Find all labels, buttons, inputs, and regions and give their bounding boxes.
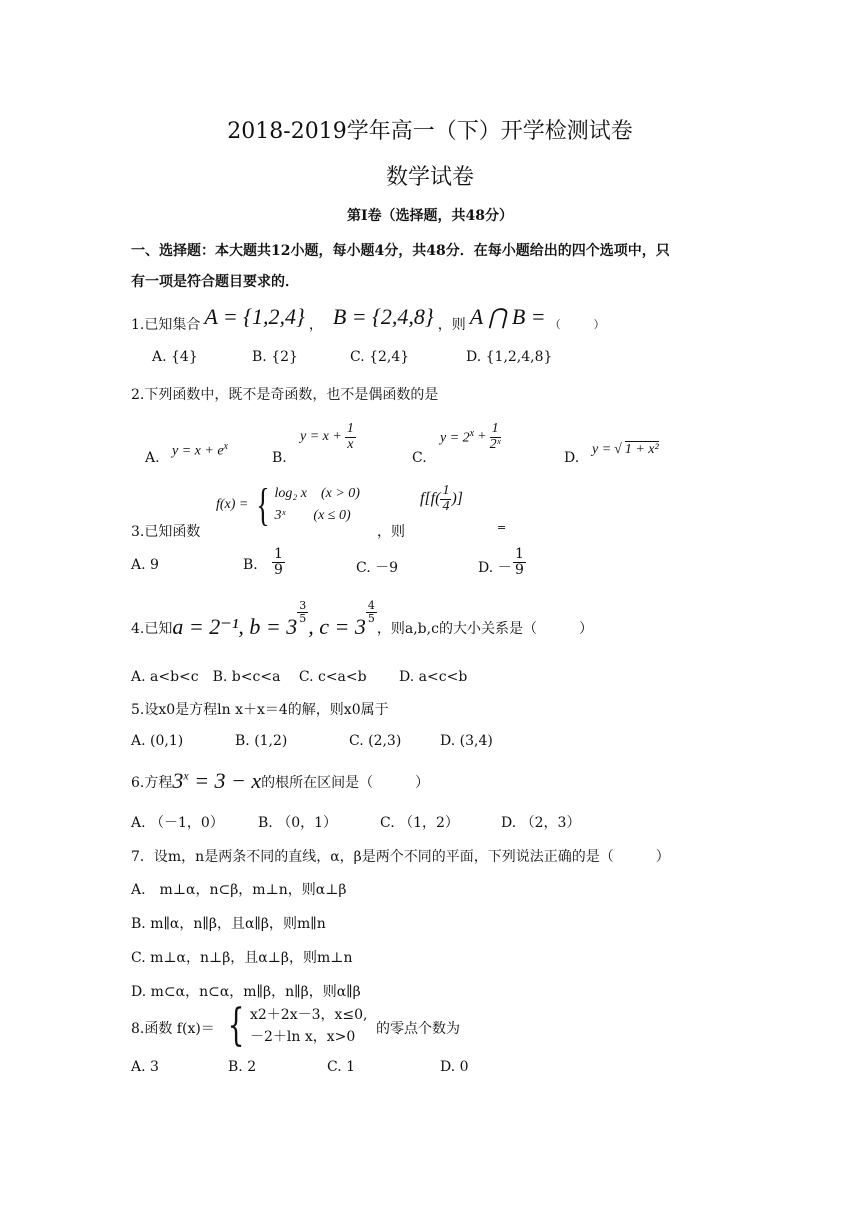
part-heading: 第Ⅰ卷（选择题，共48分） [346, 208, 514, 224]
q3-composite-expression: f[f( $\frac{1}{4}$ )] [420, 483, 464, 514]
q5-option-c: C. (2,3) [349, 733, 402, 749]
question-8-stem: 8.函数 f(x)＝ [131, 1021, 215, 1037]
q1-option-b: B. {2} [252, 349, 298, 365]
q3-equals: = [497, 521, 507, 534]
q6-option-d: D. （2，3） [501, 815, 581, 831]
q8-option-b: B. 2 [228, 1059, 257, 1075]
q3-option-b-frac: $\frac{1}{9}$ [274, 546, 283, 578]
q2-option-c-math: $y = 2^x$ + $\frac{1}{\text{2ˣ}}$ [440, 421, 501, 452]
question-2-stem: 2.下列函数中，既不是奇函数，也不是偶函数的是 [131, 387, 439, 403]
q3-piecewise: f(x) = { log₂ x (x > 0) 3ˣ (x ≤ 0) [216, 479, 360, 530]
question-1-stem [131, 300, 605, 334]
q6-option-a: A. （－1，0） [131, 815, 224, 831]
q2-label-d: D. [564, 450, 580, 466]
q1-answer-paren: （ ） [549, 318, 605, 331]
instruction-line-1: 一、选择题：本大题共12小题，每小题4分，共48分．在每小题给出的四个选项中，只 [131, 243, 670, 259]
q1-intersection: A ⋂ B = [469, 304, 546, 329]
instruction-line-2: 有一项是符合题目要求的． [131, 274, 299, 290]
q5-option-a: A. (0,1) [131, 733, 184, 749]
q2-label-a: A. [145, 450, 160, 466]
q3-option-d-frac: $\frac{1}{9}$ [515, 546, 524, 578]
q1-prefix: 1.已知集合 [131, 317, 201, 333]
q2-label-b: B. [272, 450, 287, 466]
q8-option-a: A. 3 [131, 1059, 159, 1075]
q7-option-c: C. m⊥α，n⊥β，且α⊥β，则m⊥n [131, 950, 353, 966]
q3-option-b-label: B. [243, 557, 258, 573]
q1-option-a: A. {4} [152, 349, 198, 365]
q1-mid: ，则 [437, 317, 466, 333]
q2-option-b-math: y = x + $\frac{1}{x}$ [300, 421, 354, 452]
question-4-stem: 4.已知 a = 2⁻¹, b = 3 $\frac{3}{5}$ , c = 3 $\frac{4}{5}$ ，则a,b,c的大小关系是（ ） [131, 599, 593, 640]
q2-option-a-math: $y = x + e^x$ [172, 441, 228, 459]
subject-title: 数学试卷 [385, 165, 474, 190]
exam-title: 2018-2019学年高一（下）开学检测试卷 [227, 119, 633, 144]
q1-option-d: D. {1,2,4,8} [466, 349, 553, 365]
q5-option-b: B. (1,2) [235, 733, 288, 749]
q8-option-d: D. 0 [440, 1059, 469, 1075]
q6-option-b: B. （0，1） [258, 815, 338, 831]
q7-option-d: D. m⊂α，n⊂α，m∥β，n∥β，则α∥β [131, 984, 361, 1000]
question-5-stem: 5.设x0是方程ln x＋x＝4的解，则x0属于 [131, 702, 389, 718]
q5-option-d: D. (3,4) [440, 733, 493, 749]
q1-option-c: C. {2,4} [350, 349, 410, 365]
q1-sep: ， [308, 317, 323, 333]
q4-options: A. a<b<c B. b<c<a C. c<a<b D. a<c<b [131, 669, 468, 685]
q6-option-c: C. （1，2） [380, 815, 459, 831]
q2-option-d-math: y = √ 1 + x² [592, 441, 659, 457]
q3-option-c: C. －9 [356, 560, 399, 576]
q2-label-c: C. [412, 450, 427, 466]
q8-piecewise: { x2＋2x－3，x≤0, －2＋ln x，x>0 [227, 1000, 368, 1052]
q7-option-a: A. m⊥α，n⊂β，m⊥n，则α⊥β [131, 882, 347, 898]
q8-option-c: C. 1 [327, 1059, 356, 1075]
question-7-stem: 7．设m，n是两条不同的直线，α，β是两个不同的平面，下列说法正确的是（ ） [131, 849, 670, 865]
q3-option-a: A. 9 [131, 557, 159, 573]
q3-option-d-label: D. － [478, 560, 512, 576]
q7-option-b: B. m∥α，n∥β，且α∥β，则m∥n [131, 916, 326, 932]
question-6-stem: 6.方程 $3^x = 3 - x$ 的根所在区间是（ ） [131, 768, 430, 793]
q3-then: ，则 [377, 524, 405, 540]
q1-set-a: A = {1,2,4} [204, 304, 305, 329]
q1-set-b: B = {2,4,8} [332, 304, 434, 329]
q8-stem-tail: 的零点个数为 [376, 1021, 460, 1037]
question-3-stem: 3.已知函数 [131, 524, 201, 540]
